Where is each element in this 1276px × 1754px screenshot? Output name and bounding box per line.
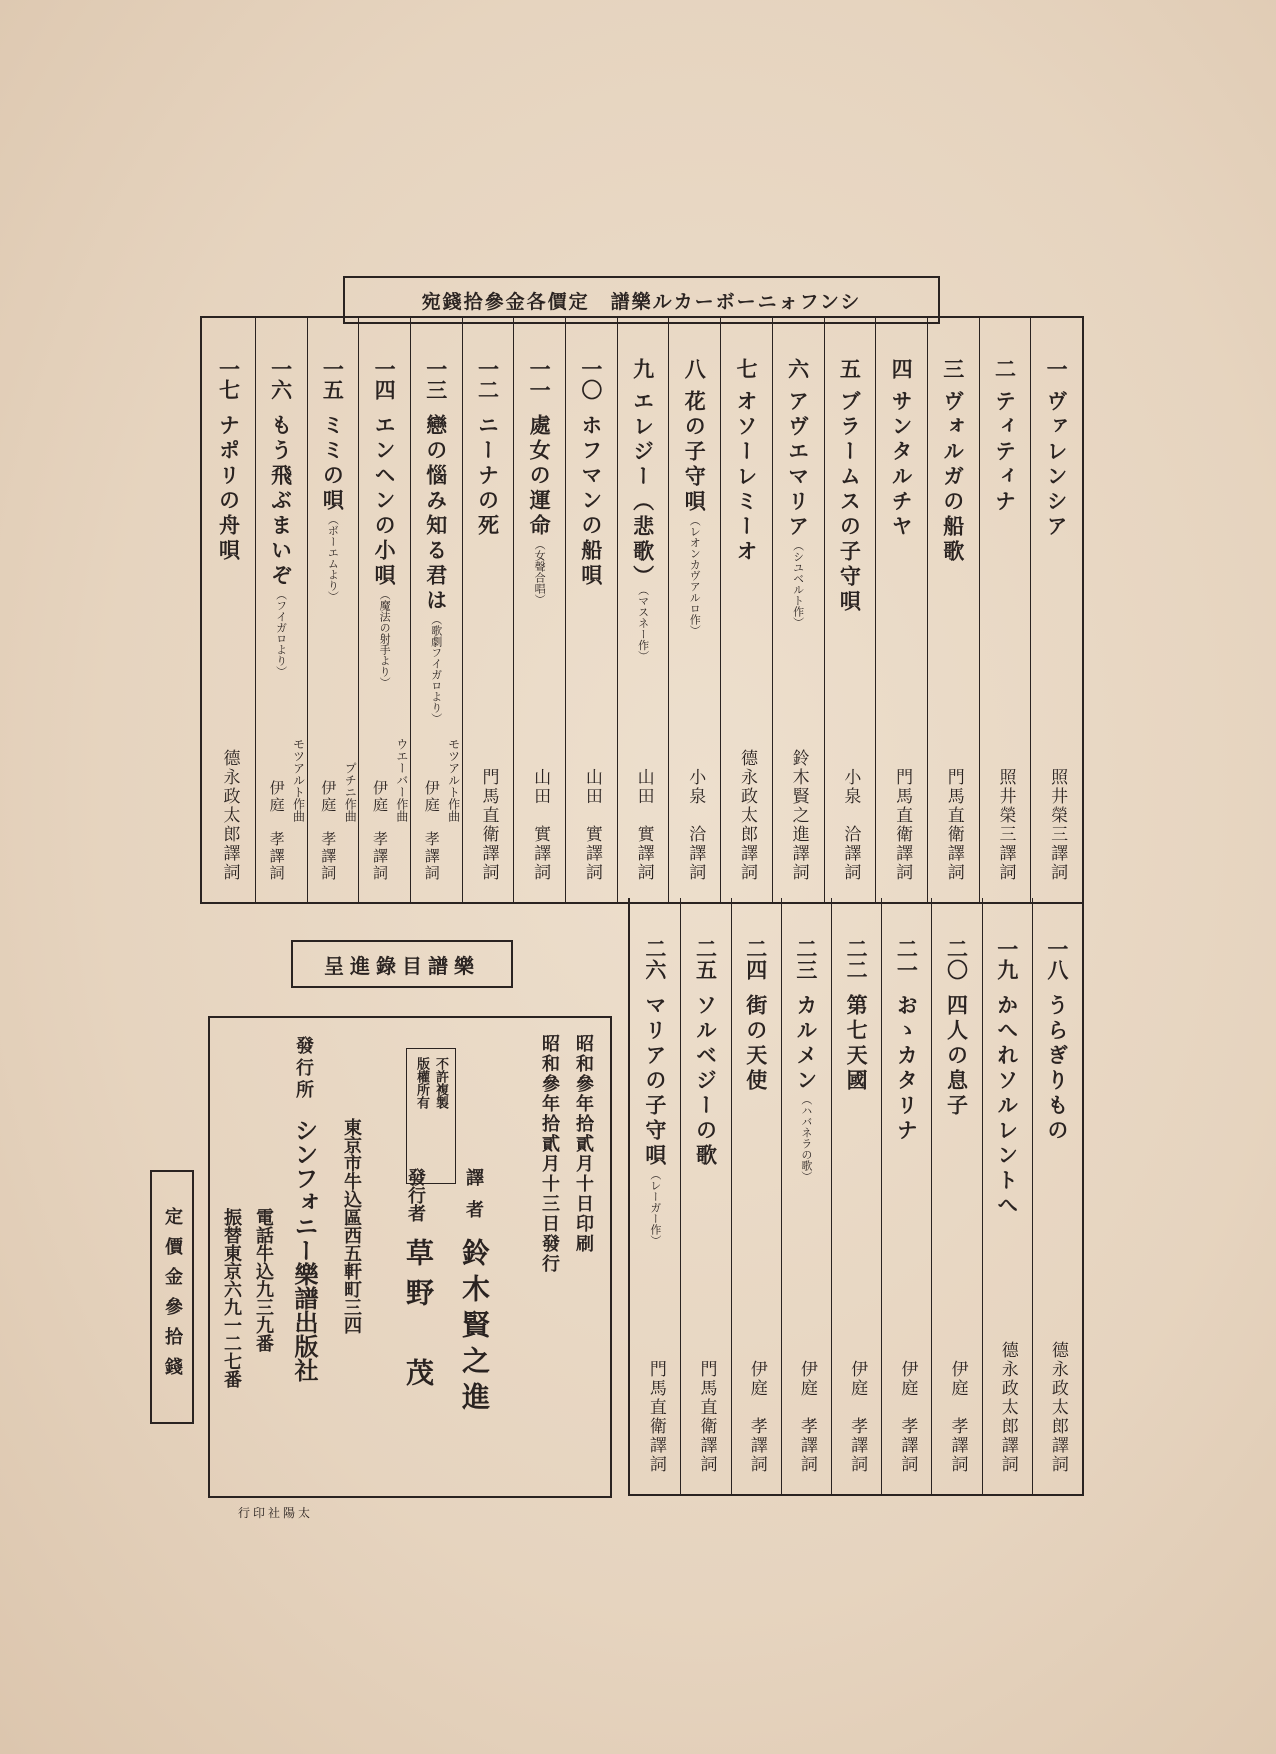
song-number: 一五 (320, 358, 346, 400)
song-title (894, 994, 920, 1144)
catalog-title: シンフォニーボーカル樂譜 定價各金參拾錢宛 (421, 290, 862, 313)
song-title-text: ティティナ (992, 390, 1018, 515)
song-translator: 門馬直衛譯詞 (478, 768, 499, 882)
song-title-text: 處女の運命 (527, 414, 553, 539)
song-title (837, 390, 863, 615)
song-title (320, 414, 346, 602)
song-number: 七 (733, 358, 759, 379)
song-translator: 門馬直衛譯詞 (892, 768, 913, 882)
song-translator: 伊庭 孝譯詞 (319, 780, 338, 882)
song-entry (462, 318, 514, 902)
song-entry (931, 898, 981, 1494)
song-title (844, 994, 870, 1094)
song-translator: 伊庭 孝譯詞 (746, 1360, 767, 1474)
colophon (208, 1016, 612, 1498)
song-title-text: 花の子守唄 (682, 390, 708, 515)
song-title (1044, 994, 1070, 1144)
song-title-text: マリアの子守唄 (642, 994, 668, 1169)
song-note: （ハバネラの歌） (799, 1094, 813, 1182)
song-entry (668, 318, 720, 902)
song-number: 一九 (994, 938, 1020, 980)
song-note: （魔法の射手より） (378, 589, 392, 688)
song-title (527, 414, 553, 605)
song-entry (979, 318, 1031, 902)
song-number: 二 (992, 358, 1018, 379)
song-title-text: アヴエマリア (785, 390, 811, 540)
printer-credit (238, 1504, 313, 1521)
song-number: 六 (785, 358, 811, 379)
song-title-text: オソーレミーオ (733, 390, 759, 565)
song-entry (731, 898, 781, 1494)
song-entry (875, 318, 927, 902)
song-title-text: かへれソルレントへ (994, 994, 1020, 1219)
song-title-text: 四人の息子 (944, 994, 970, 1119)
song-title (693, 994, 719, 1169)
song-catalog-upper (200, 316, 1084, 904)
song-title (216, 414, 242, 564)
rights-line-2: 不許複製 (433, 1057, 448, 1109)
song-title-text: 街の天使 (743, 994, 769, 1094)
song-title (1044, 390, 1070, 540)
song-translator: 小泉 洽譯詞 (840, 768, 861, 882)
song-title (682, 390, 708, 636)
rights-line-1: 版權所有 (414, 1057, 429, 1109)
song-translator: 小泉 洽譯詞 (685, 768, 706, 882)
song-number: 五 (837, 358, 863, 379)
song-translator: 伊庭 孝譯詞 (847, 1360, 868, 1474)
song-entry (255, 318, 307, 902)
publisher-name: 草野 茂 (402, 1238, 435, 1398)
song-title (944, 994, 970, 1119)
song-composer: プチニ作曲 (343, 762, 358, 822)
song-title (785, 390, 811, 628)
song-title-text: エンヘンの小唄 (372, 414, 398, 589)
song-entry (565, 318, 617, 902)
song-title (642, 994, 668, 1246)
song-number: 一 (1044, 358, 1070, 379)
song-title-text: ブラームスの子守唄 (837, 390, 863, 615)
office-name: シンフォニー樂譜出版社 (290, 1118, 319, 1382)
price-box (150, 1170, 194, 1424)
song-title-text: エレジー（悲歌） (630, 390, 656, 590)
song-translator: 伊庭 孝譯詞 (947, 1360, 968, 1474)
song-translator: 德永政太郎譯詞 (219, 749, 240, 882)
song-number: 二六 (642, 938, 668, 980)
song-entry (410, 318, 462, 902)
song-title (372, 414, 398, 688)
song-number: 二五 (693, 938, 719, 980)
song-translator: 照井榮三譯詞 (995, 768, 1016, 882)
song-entry (982, 898, 1032, 1494)
song-entry (617, 318, 669, 902)
song-title-text: ニーナの死 (475, 414, 501, 539)
song-translator: 照井榮三譯詞 (1047, 768, 1068, 882)
song-translator: 伊庭 孝譯詞 (422, 780, 441, 882)
song-number: 二一 (894, 938, 920, 980)
song-note: （フイガロより） (274, 589, 288, 677)
song-note: （マスネー作） (636, 590, 650, 662)
song-translator: 德永政太郎譯詞 (997, 1341, 1018, 1474)
song-number: 一八 (1044, 938, 1070, 980)
song-entry (831, 898, 881, 1494)
song-title (630, 390, 656, 662)
song-translator: 鈴木賢之進譯詞 (788, 749, 809, 882)
song-note: （ボーエムより） (326, 514, 340, 602)
song-entry (1032, 898, 1082, 1494)
song-title-text: おゝカタリナ (894, 994, 920, 1144)
rights-box (406, 1048, 456, 1184)
song-entry (720, 318, 772, 902)
song-title-text: ミミの唄 (320, 414, 346, 514)
song-catalog-lower (628, 898, 1084, 1496)
song-translator: 伊庭 孝譯詞 (897, 1360, 918, 1474)
song-entry (358, 318, 410, 902)
transfer-account: 振替東京六九一二七番 (221, 1208, 242, 1388)
translator-name: 鈴木賢之進 (458, 1238, 491, 1418)
song-translator: 門馬直衛譯詞 (943, 768, 964, 882)
song-entry (781, 898, 831, 1494)
song-number: 八 (682, 358, 708, 379)
song-title (743, 994, 769, 1094)
song-entry (772, 318, 824, 902)
printer-text: 太陽社印行 (238, 1506, 314, 1520)
song-title (940, 390, 966, 565)
song-title (578, 414, 604, 589)
translator-label: 譯者 (463, 1168, 484, 1232)
song-composer: モツアルト作曲 (291, 738, 306, 822)
song-title-text: ソルベジーの歌 (693, 994, 719, 1169)
song-entry (1030, 318, 1082, 902)
publish-date: 昭和參年拾貳月十三日發行 (539, 1034, 560, 1274)
song-title (268, 414, 294, 677)
song-title-text: 戀の惱み知る君は (423, 414, 449, 614)
price-text: 定價金參拾錢 (162, 1207, 183, 1387)
song-translator: 德永政太郎譯詞 (736, 749, 757, 882)
song-title (423, 414, 449, 724)
song-number: 二四 (743, 938, 769, 980)
song-entry (513, 318, 565, 902)
song-translator: 山田 實譯詞 (633, 768, 654, 882)
office-address: 東京市牛込區西五軒町三四 (341, 1118, 362, 1334)
song-title (475, 414, 501, 539)
song-note: （歌劇フイガロより） (429, 614, 443, 724)
song-translator: 伊庭 孝譯詞 (370, 780, 389, 882)
song-note: （シユベルト作） (791, 540, 805, 628)
song-number: 一四 (372, 358, 398, 400)
song-note: （レオンカヴアルロ作） (688, 515, 702, 636)
song-translator: 伊庭 孝譯詞 (267, 780, 286, 882)
song-translator: 山田 實譯詞 (530, 768, 551, 882)
song-number: 一三 (423, 358, 449, 400)
song-number: 一二 (475, 358, 501, 400)
song-entry (630, 898, 680, 1494)
song-translator: 山田 實譯詞 (581, 768, 602, 882)
print-date: 昭和參年拾貳月十日印刷 (573, 1034, 594, 1254)
song-number: 九 (630, 358, 656, 379)
office-label: 發行所 (293, 1036, 314, 1102)
song-title-text: ヴァレンシア (1044, 390, 1070, 540)
song-title-text: もう飛ぶまいぞ (268, 414, 294, 589)
song-title (889, 390, 915, 540)
catalog-offer-text: 樂譜目錄進呈 (324, 953, 480, 978)
song-number: 二〇 (944, 938, 970, 980)
song-title-text: ナポリの舟唄 (216, 414, 242, 564)
song-translator: 門馬直衛譯詞 (645, 1360, 666, 1474)
song-entry (307, 318, 359, 902)
song-number: 四 (889, 358, 915, 379)
song-title-text: ホフマンの船唄 (578, 414, 604, 589)
song-composer: モツアルト作曲 (446, 738, 461, 822)
song-note: （女聲合唱） (533, 539, 547, 605)
song-title-text: サンタルチヤ (889, 390, 915, 540)
song-title-text: カルメン (793, 994, 819, 1094)
song-translator: 門馬直衛譯詞 (696, 1360, 717, 1474)
song-title-text: うらぎりもの (1044, 994, 1070, 1144)
song-translator: 德永政太郎譯詞 (1047, 1341, 1068, 1474)
publisher-label: 發行者 (405, 1168, 426, 1222)
song-note: （レーガー作） (648, 1169, 662, 1246)
song-number: 一〇 (578, 358, 604, 400)
song-entry (927, 318, 979, 902)
song-composer: ウエーバー作曲 (394, 738, 409, 822)
phone-number: 電話牛込九三九番 (253, 1208, 274, 1352)
song-title (992, 390, 1018, 515)
song-number: 三 (940, 358, 966, 379)
song-entry (203, 318, 255, 902)
song-title (793, 994, 819, 1182)
song-translator: 伊庭 孝譯詞 (796, 1360, 817, 1474)
song-entry (881, 898, 931, 1494)
song-title-text: 第七天國 (844, 994, 870, 1094)
song-number: 一一 (527, 358, 553, 400)
catalog-offer-label (291, 940, 513, 988)
song-number: 二三 (793, 938, 819, 980)
song-title-text: ヴォルガの船歌 (940, 390, 966, 565)
song-entry (680, 898, 730, 1494)
song-title (994, 994, 1020, 1219)
song-number: 一六 (268, 358, 294, 400)
song-number: 一七 (216, 358, 242, 400)
song-entry (824, 318, 876, 902)
song-title (733, 390, 759, 565)
song-number: 二二 (844, 938, 870, 980)
